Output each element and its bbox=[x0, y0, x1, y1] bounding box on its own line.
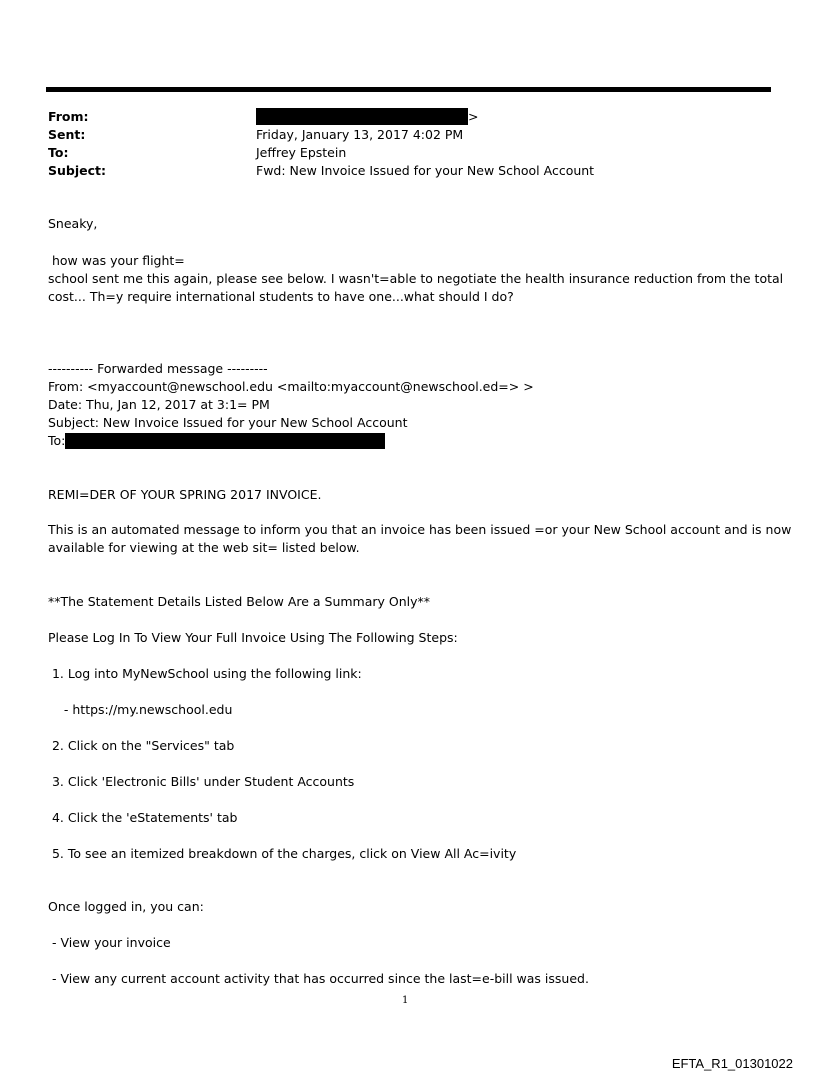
can-item-1: - View your invoice bbox=[48, 935, 171, 950]
header-rule bbox=[46, 87, 771, 92]
step-4: 4. Click the 'eStatements' tab bbox=[48, 810, 238, 825]
forwarded-divider: ---------- Forwarded message --------- bbox=[48, 361, 268, 376]
step-1-link: - https://my.newschool.edu bbox=[48, 702, 233, 717]
from-suffix: > bbox=[468, 109, 479, 124]
step-5: 5. To see an itemized breakdown of the charges, click on View All Ac=ivity bbox=[48, 846, 517, 861]
subject-label: Subject: bbox=[48, 163, 106, 178]
greeting: Sneaky, bbox=[48, 216, 98, 231]
sent-label: Sent: bbox=[48, 127, 86, 142]
sent-value: Friday, January 13, 2017 4:02 PM bbox=[256, 127, 464, 142]
can-item-2: - View any current account activity that has occurred since the last=e-bill was issued. bbox=[48, 971, 589, 986]
body-line-2: school sent me this again, please see below. I wasn't=able to negotiate the health insurance reduction from the total bbox=[48, 271, 784, 286]
steps-intro: Please Log In To View Your Full Invoice Using The Following Steps: bbox=[48, 630, 458, 645]
reminder-heading: REMI=DER OF YOUR SPRING 2017 INVOICE. bbox=[48, 487, 322, 502]
to-value: Jeffrey Epstein bbox=[256, 145, 347, 160]
forwarded-from: From: <myaccount@newschool.edu <mailto:myaccount@newschool.ed=> > bbox=[48, 379, 534, 394]
summary-note: **The Statement Details Listed Below Are a Summary Only** bbox=[48, 594, 431, 609]
from-value bbox=[256, 108, 478, 126]
redaction-block bbox=[256, 108, 468, 125]
notice-line-1: This is an automated message to inform you that an invoice has been issued =or your New School account and is now bbox=[48, 522, 792, 537]
page-number: 1 bbox=[402, 995, 409, 1006]
step-2: 2. Click on the "Services" tab bbox=[48, 738, 235, 753]
to-label: To: bbox=[48, 145, 69, 160]
logged-in-intro: Once logged in, you can: bbox=[48, 899, 204, 914]
notice-line-2: available for viewing at the web sit= listed below. bbox=[48, 540, 360, 555]
forwarded-subject: Subject: New Invoice Issued for your New School Account bbox=[48, 415, 408, 430]
forwarded-date: Date: Thu, Jan 12, 2017 at 3:1= PM bbox=[48, 397, 270, 412]
forwarded-to bbox=[48, 432, 385, 450]
forwarded-to-label: To: bbox=[48, 433, 66, 448]
bates-number: EFTA_R1_01301022 bbox=[671, 1056, 793, 1071]
step-1: 1. Log into MyNewSchool using the following link: bbox=[48, 666, 362, 681]
step-3: 3. Click 'Electronic Bills' under Student Accounts bbox=[48, 774, 355, 789]
subject-value: Fwd: New Invoice Issued for your New School Account bbox=[256, 163, 595, 178]
redaction-block bbox=[65, 433, 385, 449]
body-line-1: how was your flight= bbox=[48, 253, 185, 268]
body-line-3: cost... Th=y require international students to have one...what should I do? bbox=[48, 289, 514, 304]
from-label: From: bbox=[48, 109, 89, 124]
